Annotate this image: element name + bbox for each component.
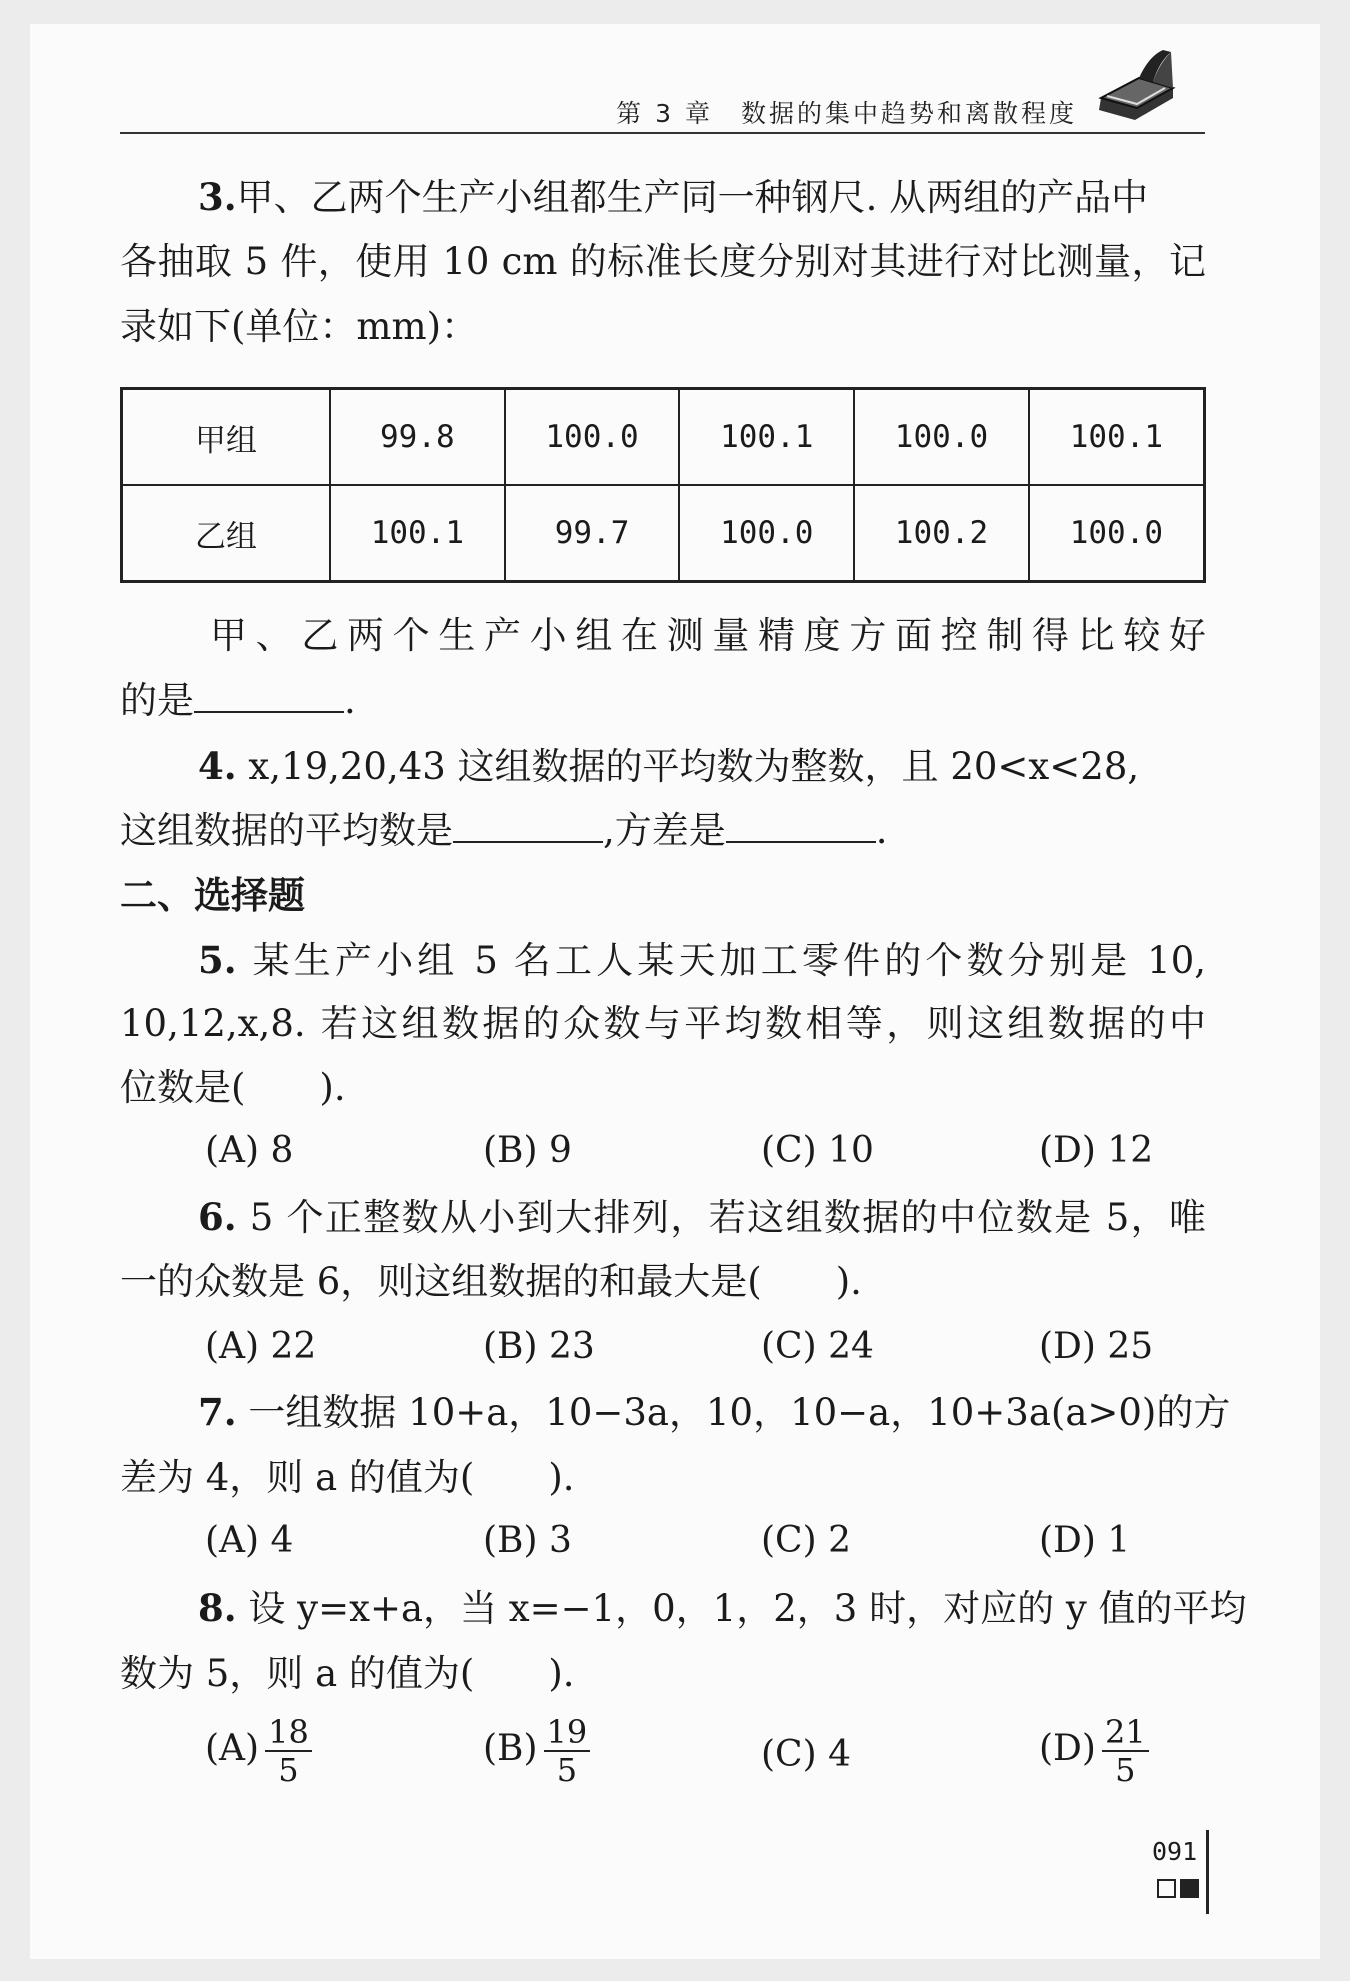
table-row — [122, 389, 1205, 486]
option-d[interactable]: (D) 1 — [1039, 1520, 1131, 1561]
table-cell: 100.1 — [330, 485, 505, 582]
fraction: $\frac{21}{5}$ — [1102, 1714, 1149, 1788]
q8-number: 8. — [198, 1586, 237, 1630]
q5-line3: 位数是( ). — [120, 1066, 346, 1109]
table-cell: 100.1 — [679, 389, 854, 486]
option-a[interactable]: (A) 4 — [205, 1520, 294, 1561]
q7-line1: 7. 一组数据 10+a，10−3a，10，10−a，10+3a(a>0)的方 — [198, 1390, 1231, 1434]
option-b[interactable]: (B) 3 — [483, 1520, 572, 1561]
fraction: $\frac{18}{5}$ — [265, 1714, 312, 1788]
section-title: 二、选择题 — [120, 873, 305, 917]
option-a[interactable]: (A) 8 — [205, 1130, 294, 1171]
table-cell: 100.0 — [854, 389, 1029, 486]
page-number: 091 — [1152, 1837, 1198, 1866]
q3-line1: 3.甲、乙两个生产小组都生产同一种钢尺. 从两组的产品中 — [198, 175, 1149, 219]
table-cell: 100.1 — [1029, 389, 1205, 486]
q7-number: 7. — [198, 1390, 237, 1434]
q3-line2: 各抽取 5 件，使用 10 cm 的标准长度分别对其进行对比测量，记 — [120, 240, 1206, 283]
option-c[interactable]: (C) 10 — [761, 1130, 874, 1171]
page-marker-box-filled — [1180, 1879, 1199, 1898]
q3-follow-line1: 甲、乙两个生产小组在测量精度方面控制得比较好 — [210, 614, 1206, 657]
answer-blank[interactable] — [726, 811, 876, 843]
measurement-table — [120, 387, 1206, 583]
row-label: 乙组 — [122, 485, 331, 582]
page-marker-box-empty — [1157, 1879, 1176, 1898]
option-d[interactable]: (D) 25 — [1039, 1326, 1154, 1367]
chapter-heading: 第 3 章 数据的集中趋势和离散程度 — [616, 99, 1077, 128]
q4-line2: 这组数据的平均数是 ,方差是 . — [120, 809, 888, 852]
table-cell: 100.2 — [854, 485, 1029, 582]
q8-line1: 8. 设 y=x+a，当 x=−1，0，1，2，3 时，对应的 y 值的平均 — [198, 1586, 1247, 1630]
q5-line1: 5. 某生产小组 5 名工人某天加工零件的个数分别是 10, — [198, 938, 1207, 982]
q8-line2: 数为 5，则 a 的值为( ). — [120, 1652, 575, 1695]
table-cell: 99.7 — [505, 485, 680, 582]
q3-follow-line2: 的是 . — [120, 679, 356, 722]
table-cell: 100.0 — [1029, 485, 1205, 582]
q3-number: 3. — [198, 175, 237, 219]
q7-line2: 差为 4，则 a 的值为( ). — [120, 1456, 575, 1499]
fraction: $\frac{19}{5}$ — [544, 1714, 591, 1788]
option-b[interactable]: (B) $\frac{19}{5}$ — [483, 1714, 590, 1788]
table-cell: 100.0 — [505, 389, 680, 486]
option-c[interactable]: (C) 4 — [761, 1734, 851, 1775]
q6-line2: 一的众数是 6，则这组数据的和最大是( ). — [120, 1260, 862, 1303]
q5-line2: 10,12,x,8. 若这组数据的众数与平均数相等，则这组数据的中 — [120, 1002, 1206, 1045]
q8-options — [205, 1714, 1205, 1804]
table-cell: 99.8 — [330, 389, 505, 486]
q6-line1: 6. 5 个正整数从小到大排列，若这组数据的中位数是 5，唯 — [198, 1195, 1206, 1239]
q4-number: 4. — [198, 744, 237, 788]
option-c[interactable]: (C) 24 — [761, 1326, 874, 1367]
option-a[interactable]: (A) $\frac{18}{5}$ — [205, 1714, 312, 1788]
page-marker-line — [1206, 1830, 1209, 1914]
row-label: 甲组 — [122, 389, 331, 486]
book-icon — [1093, 48, 1179, 128]
option-d[interactable]: (D) 12 — [1039, 1130, 1154, 1171]
option-d[interactable]: (D) $\frac{21}{5}$ — [1039, 1714, 1149, 1788]
table-cell: 100.0 — [679, 485, 854, 582]
q5-options — [205, 1130, 1205, 1180]
answer-blank[interactable] — [194, 681, 344, 713]
table-row — [122, 485, 1205, 582]
answer-blank[interactable] — [453, 811, 603, 843]
option-a[interactable]: (A) 22 — [205, 1326, 317, 1367]
option-b[interactable]: (B) 23 — [483, 1326, 595, 1367]
q7-options — [205, 1520, 1205, 1570]
q3-line3: 录如下(单位：mm)： — [120, 305, 479, 348]
page-header — [120, 74, 1205, 134]
option-c[interactable]: (C) 2 — [761, 1520, 851, 1561]
option-b[interactable]: (B) 9 — [483, 1130, 572, 1171]
q5-number: 5. — [198, 938, 237, 982]
q6-options — [205, 1326, 1205, 1376]
q4-line1: 4. x,19,20,43 这组数据的平均数为整数，且 20<x<28, — [198, 744, 1140, 788]
q6-number: 6. — [198, 1195, 237, 1239]
